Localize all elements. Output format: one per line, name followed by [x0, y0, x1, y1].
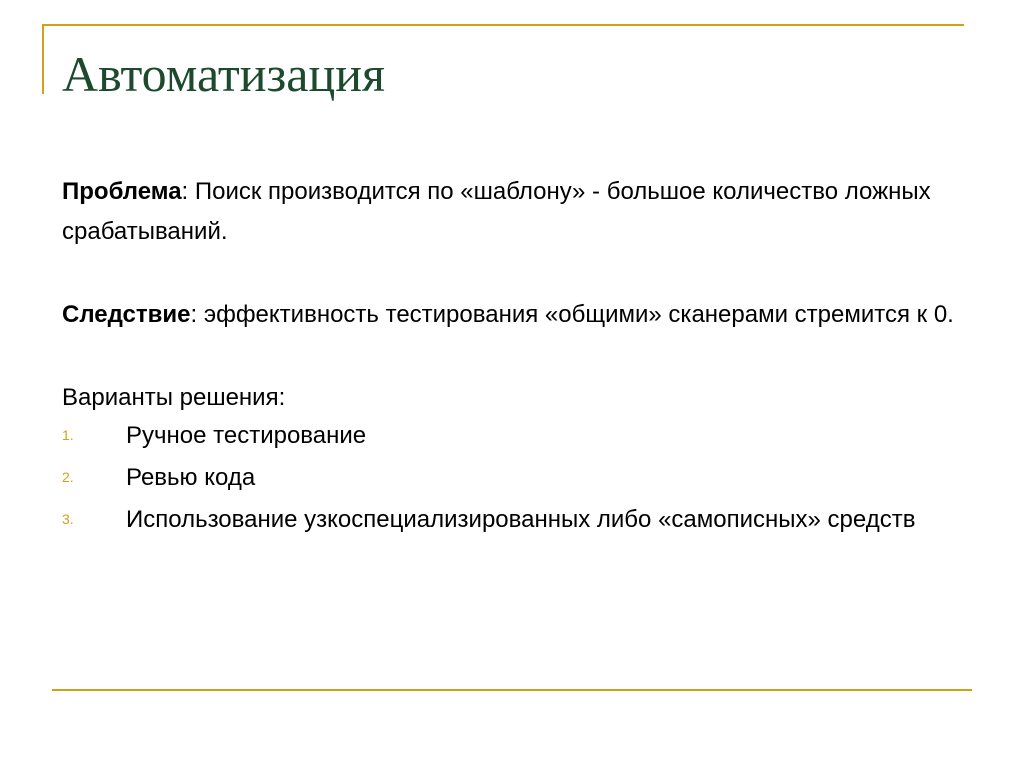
list-item-text: Ручное тестирование [126, 422, 367, 449]
consequence-label: Следствие [62, 301, 191, 328]
list-item-text: Использование узкоспециализированных либо «самописных» средств [126, 506, 916, 533]
list-item [62, 462, 972, 494]
consequence-paragraph [62, 295, 972, 335]
frame-bottom-line [52, 689, 972, 691]
consequence-text: : эффективность тестирования «общими» сканерами стремится к 0. [190, 301, 954, 328]
problem-paragraph [62, 172, 972, 252]
frame-left-line [42, 24, 44, 94]
list-item-text: Ревью кода [126, 464, 256, 491]
slide-title: Автоматизация [62, 46, 385, 102]
problem-label: Проблема [62, 178, 182, 205]
list-number: 2. [62, 469, 74, 485]
options-heading: Варианты решения: [62, 384, 286, 411]
list-item [62, 420, 972, 452]
list-number: 3. [62, 511, 74, 527]
list-item [62, 504, 972, 536]
slide-content [62, 172, 972, 536]
options-list [62, 420, 972, 536]
list-number: 1. [62, 427, 74, 443]
problem-text: : Поиск производится по «шаблону» - большое количество ложных срабатываний. [62, 178, 931, 245]
frame-top-line [42, 24, 964, 26]
